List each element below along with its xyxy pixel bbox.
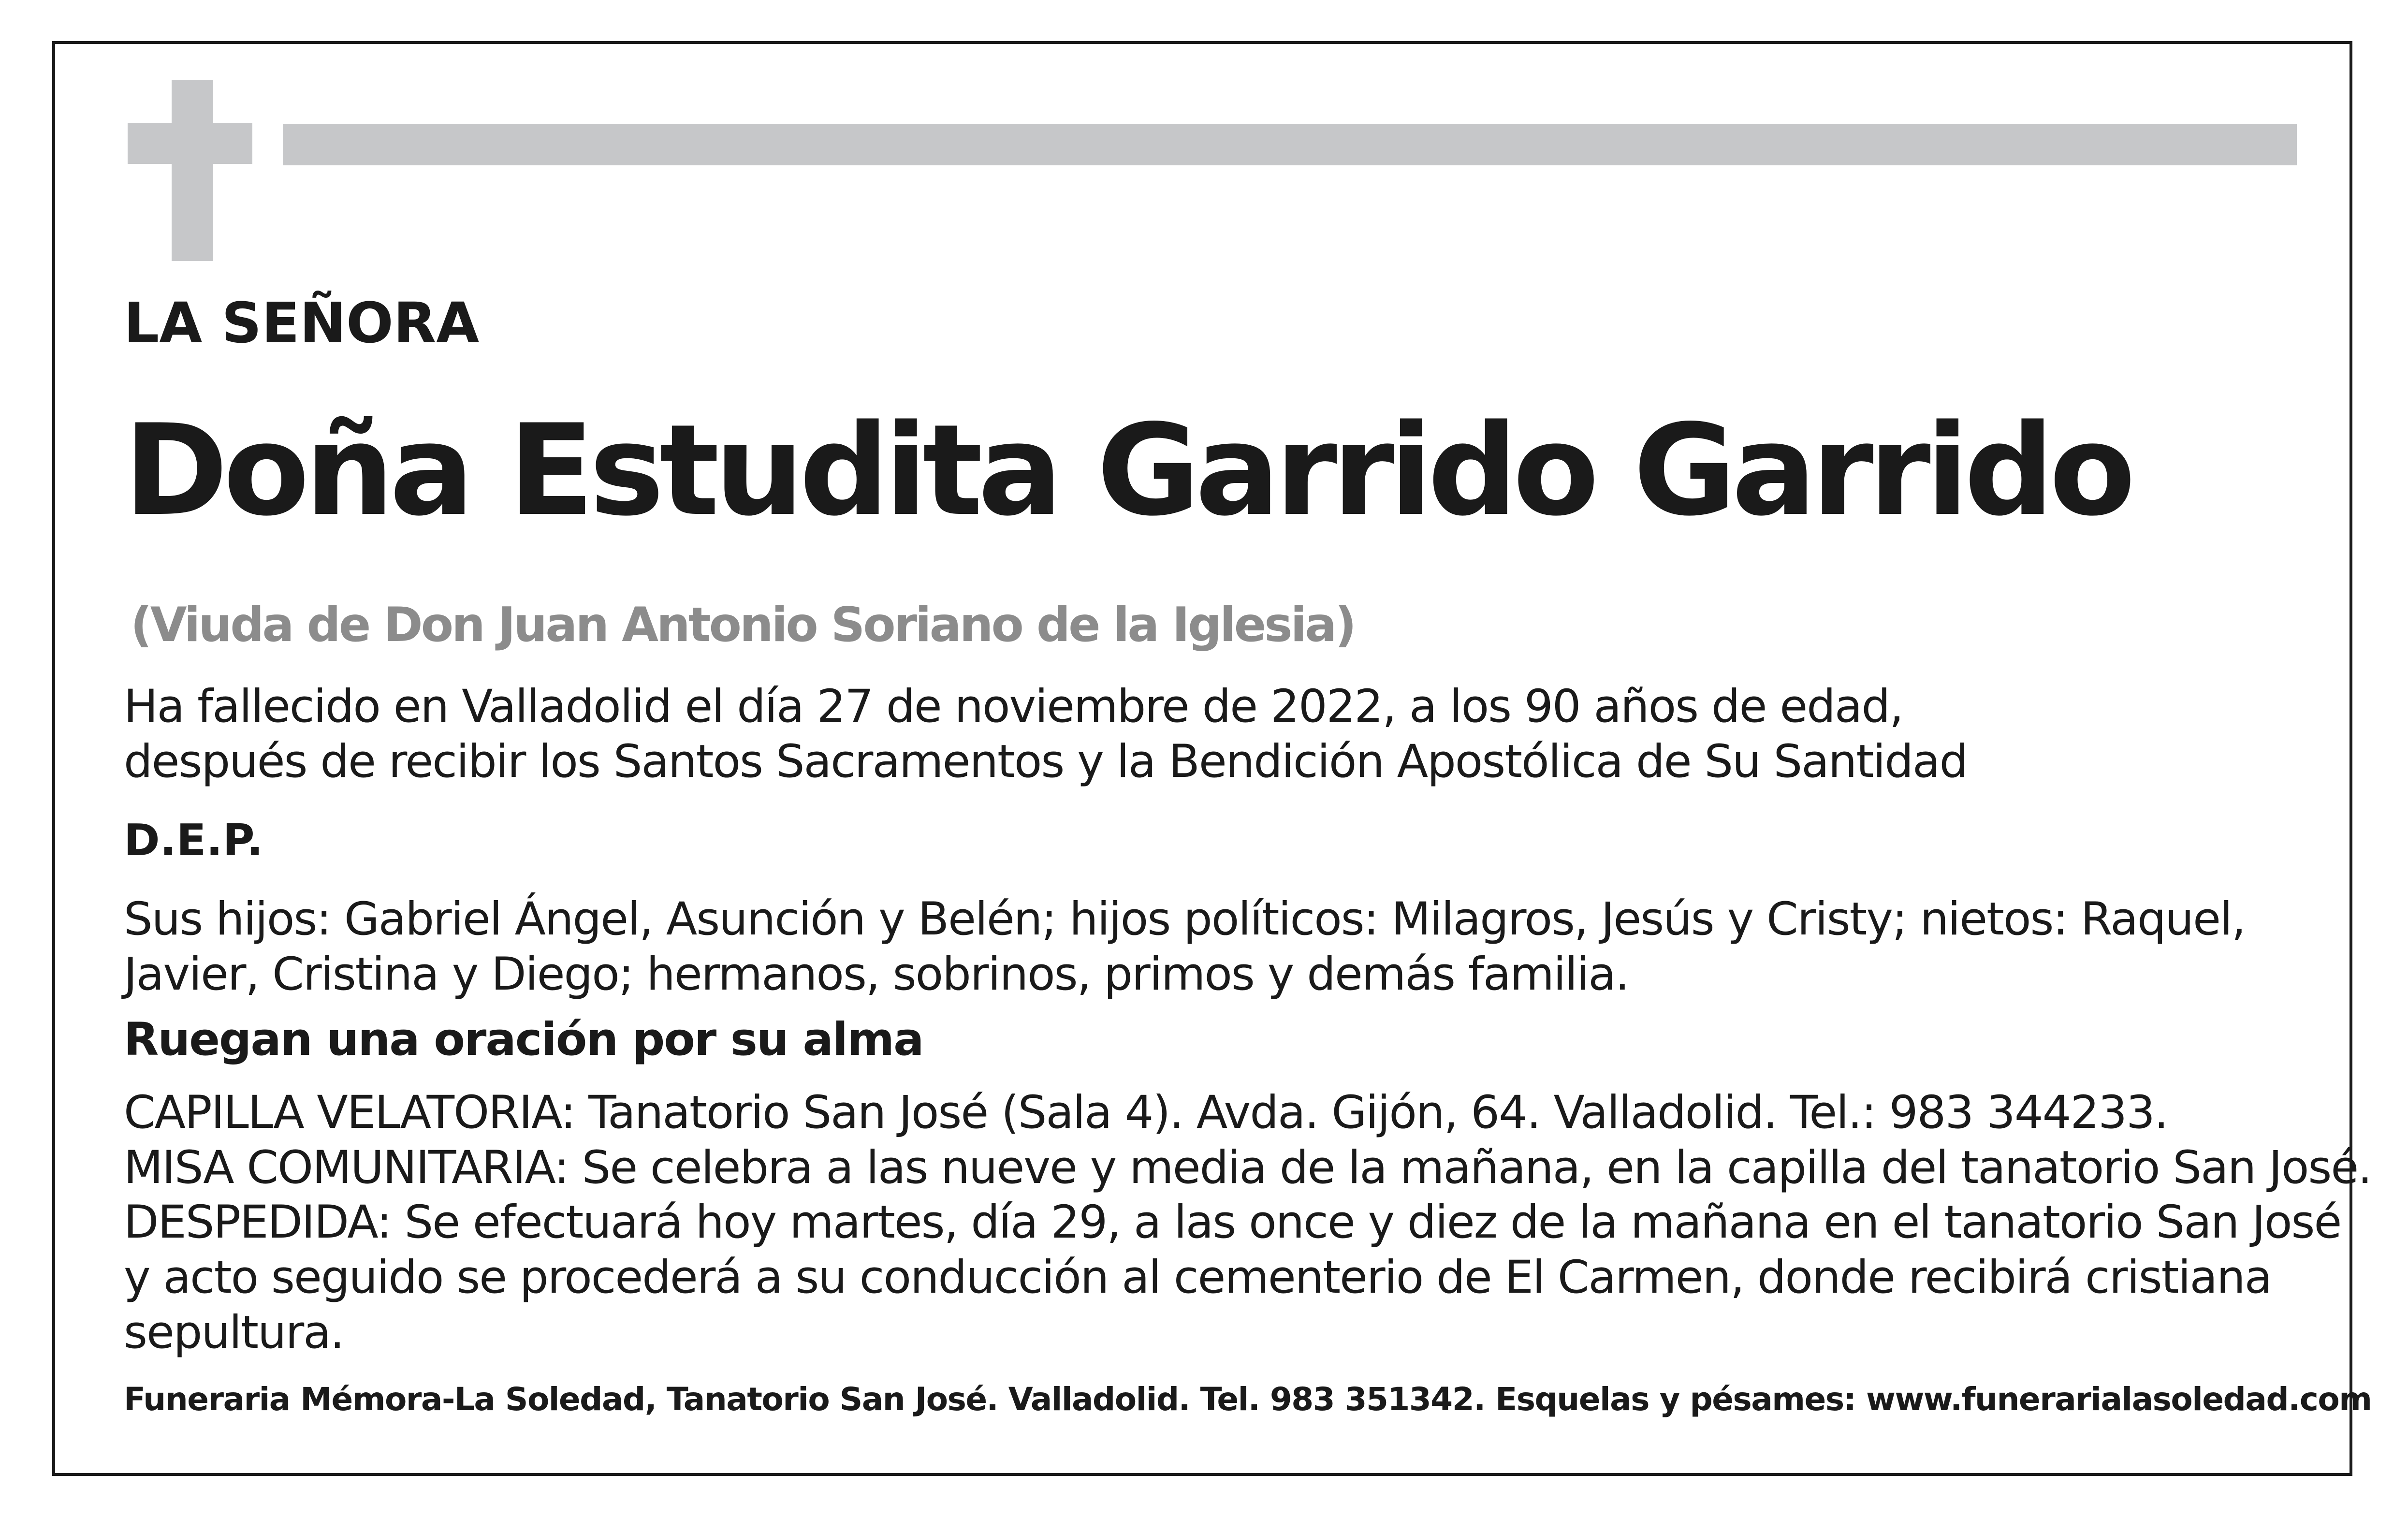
title-prefix: LA SEÑORA <box>124 291 480 356</box>
deceased-name: Doña Estudita Garrido Garrido <box>124 398 2131 544</box>
death-line: después de recibir los Santos Sacramentos y la Bendición Apostólica de Su Santidad <box>124 735 1968 788</box>
service-line: CAPILLA VELATORIA: Tanatorio San José (Sala 4). Avda. Gijón, 64. Valladolid. Tel.: 983 344233. <box>124 1086 2168 1139</box>
header-rule <box>283 124 2297 165</box>
death-line: Ha fallecido en Valladolid el día 27 de noviembre de 2022, a los 90 años de edad, <box>124 680 1903 733</box>
funeral-home-footer: Funeraria Mémora-La Soledad, Tanatorio San José. Valladolid. Tel. 983 351342. Esquelas y pésames: www.funerarialasoledad.com <box>124 1381 2372 1418</box>
widow-of-line: (Viuda de Don Juan Antonio Soriano de la Iglesia) <box>131 598 1355 653</box>
death-announcement <box>124 679 1967 789</box>
service-details <box>124 1085 2371 1360</box>
service-line: MISA COMUNITARIA: Se celebra a las nueve y media de la mañana, en la capilla del tanatorio San José. <box>124 1141 2372 1194</box>
prayer-request: Ruegan una oración por su alma <box>124 1013 923 1066</box>
family-line: Javier, Cristina y Diego; hermanos, sobrinos, primos y demás familia. <box>124 948 1629 1001</box>
service-line: sepultura. <box>124 1306 344 1359</box>
dep-abbreviation: D.E.P. <box>124 815 263 866</box>
family-list <box>124 892 2245 1002</box>
cross-vertical-bar <box>172 80 213 261</box>
cross-horizontal-bar <box>128 123 252 164</box>
service-line: DESPEDIDA: Se efectuará hoy martes, día 29, a las once y diez de la mañana en el tanatorio San José <box>124 1196 2341 1249</box>
service-line: y acto seguido se procederá a su conducción al cementerio de El Carmen, donde recibirá cristiana <box>124 1251 2272 1304</box>
family-line: Sus hijos: Gabriel Ángel, Asunción y Belén; hijos políticos: Milagros, Jesús y Cristy; nietos: Raquel, <box>124 893 2245 946</box>
